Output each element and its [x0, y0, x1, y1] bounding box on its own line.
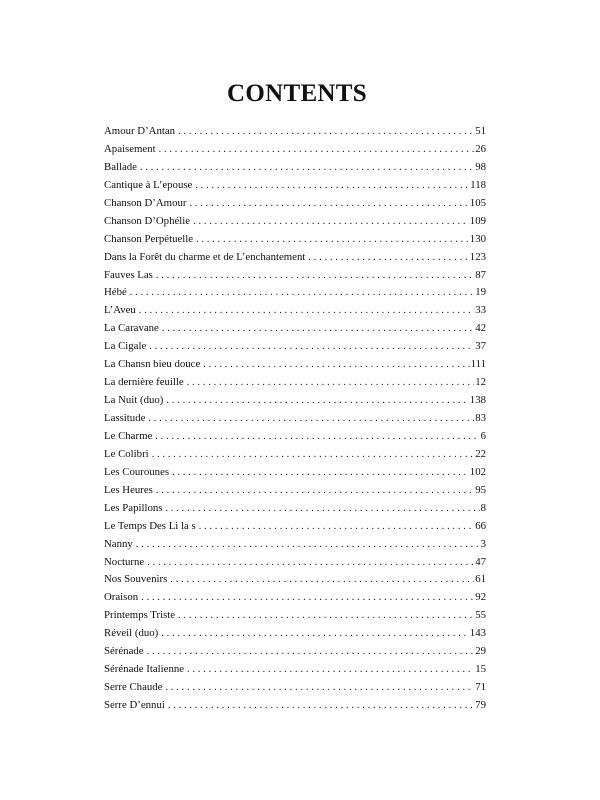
entry-title: La Caravane: [104, 322, 159, 335]
entry-title: La Chansn bieu douce: [104, 358, 201, 371]
entry-title: Chanson Perpétuelle: [104, 232, 194, 245]
entry-title: Serre Chaude: [104, 681, 163, 694]
toc-entry[interactable]: [104, 643, 486, 661]
entry-page-number: 111: [470, 358, 486, 371]
entry-page-number: 55: [475, 609, 486, 622]
dot-leader: [152, 446, 475, 464]
dot-leader: [161, 625, 469, 643]
entry-page-number: 66: [475, 519, 486, 532]
dot-leader: [156, 482, 474, 500]
dot-leader: [187, 374, 474, 392]
dot-leader: [193, 213, 469, 231]
entry-title: Sérénade Italienne: [104, 663, 185, 676]
entry-page-number: 51: [475, 125, 486, 137]
entry-page-number: 109: [469, 214, 486, 227]
toc-entry[interactable]: [104, 679, 486, 697]
entry-page-number: 42: [475, 322, 486, 335]
dot-leader: [148, 410, 474, 428]
dot-leader: [156, 267, 474, 285]
dot-leader: [130, 284, 474, 302]
entry-title: Printemps Triste: [104, 609, 176, 622]
entry-title: Serre D’ennui: [104, 699, 165, 711]
entry-page-number: 33: [475, 304, 486, 317]
dot-leader: [168, 697, 474, 715]
dot-leader: [170, 571, 474, 589]
table-of-contents: [104, 123, 486, 715]
entry-page-number: 105: [469, 196, 486, 209]
toc-entry[interactable]: [104, 500, 486, 518]
dot-leader: [199, 518, 475, 536]
toc-entry[interactable]: [104, 554, 486, 572]
dot-leader: [136, 536, 480, 554]
dot-leader: [141, 589, 474, 607]
entry-title: La Nuit (duo): [104, 394, 164, 407]
toc-entry[interactable]: [104, 249, 486, 267]
entry-page-number: 79: [475, 699, 486, 711]
entry-title: Cantique à L’epouse: [104, 178, 193, 191]
dot-leader: [165, 500, 479, 518]
entry-title: Fauves Las: [104, 268, 153, 281]
entry-title: L’Aveu: [104, 304, 136, 317]
toc-entry[interactable]: [104, 464, 486, 482]
toc-entry[interactable]: [104, 284, 486, 302]
toc-entry[interactable]: [104, 410, 486, 428]
toc-entry[interactable]: [104, 392, 486, 410]
dot-leader: [166, 392, 468, 410]
toc-entry[interactable]: [104, 697, 486, 715]
entry-page-number: 95: [475, 483, 486, 496]
dot-leader: [149, 338, 474, 356]
entry-page-number: 29: [475, 645, 486, 658]
entry-title: Les Papillons: [104, 501, 163, 514]
entry-page-number: 15: [475, 663, 486, 676]
toc-entry[interactable]: [104, 338, 486, 356]
dot-leader: [159, 141, 475, 159]
entry-title: Nocturne: [104, 555, 145, 568]
entry-page-number: 8: [480, 501, 486, 514]
entry-title: Lassitude: [104, 412, 146, 424]
toc-entry[interactable]: [104, 518, 486, 536]
entry-page-number: 37: [475, 340, 486, 353]
toc-entry[interactable]: [104, 141, 486, 159]
entry-page-number: 22: [475, 447, 486, 460]
entry-title: Dans la Forêt du charme et de L’enchantement: [104, 250, 306, 263]
dot-leader: [189, 195, 468, 213]
dot-leader: [203, 356, 469, 374]
entry-title: Chanson D’Amour: [104, 196, 187, 209]
dot-leader: [147, 554, 474, 572]
toc-entry[interactable]: [104, 213, 486, 231]
dot-leader: [139, 302, 474, 320]
entry-title: Oraison: [104, 591, 139, 604]
entry-page-number: 138: [469, 394, 486, 407]
entry-page-number: 83: [475, 412, 486, 424]
dot-leader: [195, 177, 469, 195]
dot-leader: [155, 428, 479, 446]
entry-title: Le Charme: [104, 429, 153, 442]
toc-entry[interactable]: [104, 159, 486, 177]
entry-page-number: 6: [480, 429, 486, 442]
entry-page-number: 98: [475, 160, 486, 173]
toc-entry[interactable]: [104, 356, 486, 374]
entry-title: Apaisement: [104, 142, 156, 155]
entry-page-number: 87: [475, 268, 486, 281]
entry-title: La Cigale: [104, 340, 147, 353]
toc-entry[interactable]: [104, 320, 486, 338]
entry-title: Nanny: [104, 537, 133, 550]
toc-entry[interactable]: [104, 428, 486, 446]
entry-title: Le Temps Des Li la s: [104, 519, 196, 532]
dot-leader: [187, 661, 474, 679]
toc-entry[interactable]: [104, 589, 486, 607]
entry-page-number: 47: [475, 555, 486, 568]
entry-title: La dernière feuille: [104, 376, 184, 389]
toc-entry[interactable]: [104, 571, 486, 589]
toc-entry[interactable]: [104, 195, 486, 213]
toc-entry[interactable]: [104, 446, 486, 464]
toc-entry[interactable]: [104, 123, 486, 141]
entry-page-number: 123: [469, 250, 486, 263]
dot-leader: [165, 679, 474, 697]
toc-entry[interactable]: [104, 661, 486, 679]
entry-title: Sérénade: [104, 645, 144, 658]
toc-entry[interactable]: [104, 625, 486, 643]
toc-entry[interactable]: [104, 177, 486, 195]
entry-title: Les Courounes: [104, 465, 170, 478]
entry-title: Nos Souvenirs: [104, 573, 168, 586]
entry-title: Chanson D’Ophélie: [104, 214, 191, 227]
toc-entry[interactable]: [104, 607, 486, 625]
toc-entry[interactable]: [104, 267, 486, 285]
dot-leader: [147, 643, 475, 661]
dot-leader: [178, 123, 474, 141]
entry-title: Le Colibri: [104, 447, 149, 460]
entry-page-number: 19: [475, 286, 486, 299]
entry-page-number: 71: [475, 681, 486, 694]
dot-leader: [178, 607, 474, 625]
entry-page-number: 130: [469, 232, 486, 245]
entry-page-number: 12: [475, 376, 486, 389]
dot-leader: [140, 159, 474, 177]
toc-entry[interactable]: [104, 482, 486, 500]
entry-page-number: 61: [475, 573, 486, 586]
dot-leader: [162, 320, 474, 338]
entry-title: Les Heures: [104, 483, 153, 496]
entry-page-number: 102: [469, 465, 486, 478]
entry-page-number: 26: [475, 142, 486, 155]
dot-leader: [196, 231, 469, 249]
toc-entry[interactable]: [104, 536, 486, 554]
entry-title: Réveil (duo): [104, 627, 159, 640]
toc-entry[interactable]: [104, 231, 486, 249]
entry-page-number: 92: [475, 591, 486, 604]
dot-leader: [308, 249, 468, 267]
entry-title: Ballade: [104, 160, 137, 173]
page-title: CONTENTS: [227, 80, 367, 107]
entry-page-number: 143: [469, 627, 486, 640]
entry-page-number: 3: [480, 537, 486, 550]
toc-entry[interactable]: [104, 374, 486, 392]
dot-leader: [172, 464, 469, 482]
entry-title: Amour D’Antan: [104, 125, 176, 137]
toc-entry[interactable]: [104, 302, 486, 320]
entry-page-number: 118: [470, 178, 486, 191]
entry-title: Hébé: [104, 286, 127, 299]
